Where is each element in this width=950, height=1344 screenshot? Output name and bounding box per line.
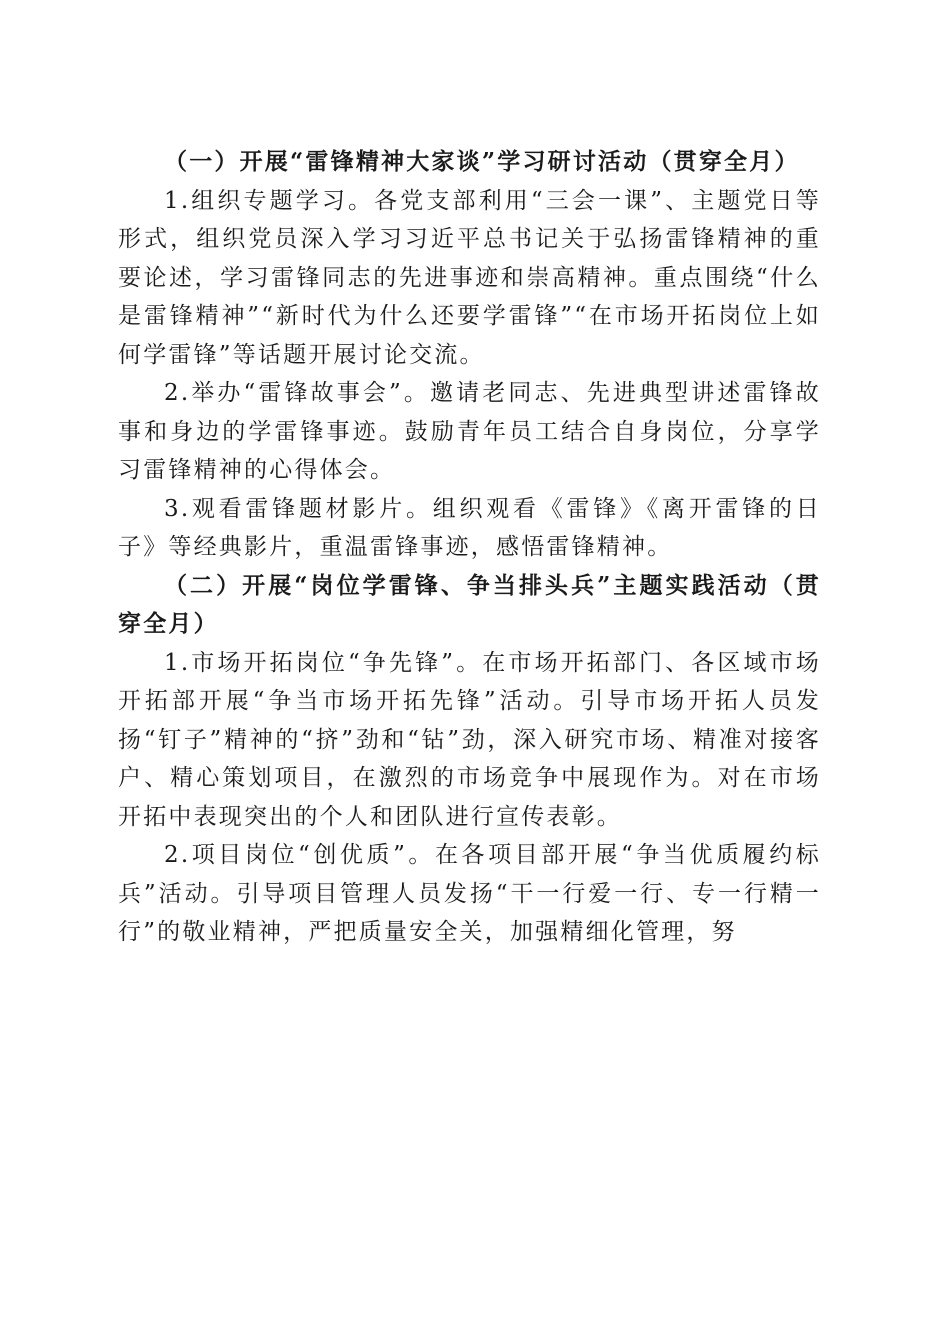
- body-paragraph-2: 2.举办“雷锋故事会”。邀请老同志、先进典型讲述雷锋故事和身边的学雷锋事迹。鼓励青年员工结合自身岗位，分享学习雷锋精神的心得体会。: [118, 380, 821, 483]
- section-heading-2: （二）开展“岗位学雷锋、争当排头兵”主题实践活动（贯穿全月）: [118, 571, 821, 637]
- body-paragraph-1: 1.组织专题学习。各党支部利用“三会一课”、主题党日等形式，组织党员深入学习习近平总书记关于弘扬雷锋精神的重要论述，学习雷锋同志的先进事迹和崇高精神。重点围绕“什么是雷锋精神”“新时代为什么还要学雷锋”“在市场开拓岗位上如何学雷锋”等话题开展讨论交流。: [118, 187, 821, 368]
- body-paragraph-5: 2.项目岗位“创优质”。在各项目部开展“争当优质履约标兵”活动。引导项目管理人员发扬“干一行爱一行、专一行精一行”的敬业精神，严把质量安全关，加强精细化管理，努: [118, 842, 821, 945]
- document-body: [118, 143, 821, 952]
- body-paragraph-4: 1.市场开拓岗位“争先锋”。在市场开拓部门、各区域市场开拓部开展“争当市场开拓先锋”活动。引导市场开拓人员发扬“钉子”精神的“挤”劲和“钻”劲，深入研究市场、精准对接客户、精心策划项目，在激烈的市场竞争中展现作为。对在市场开拓中表现突出的个人和团队进行宣传表彰。: [118, 649, 821, 830]
- section-heading-1: （一）开展“雷锋精神大家谈”学习研讨活动（贯穿全月）: [164, 148, 800, 175]
- body-paragraph-3: 3.观看雷锋题材影片。组织观看《雷锋》《离开雷锋的日子》等经典影片，重温雷锋事迹，感悟雷锋精神。: [118, 495, 821, 560]
